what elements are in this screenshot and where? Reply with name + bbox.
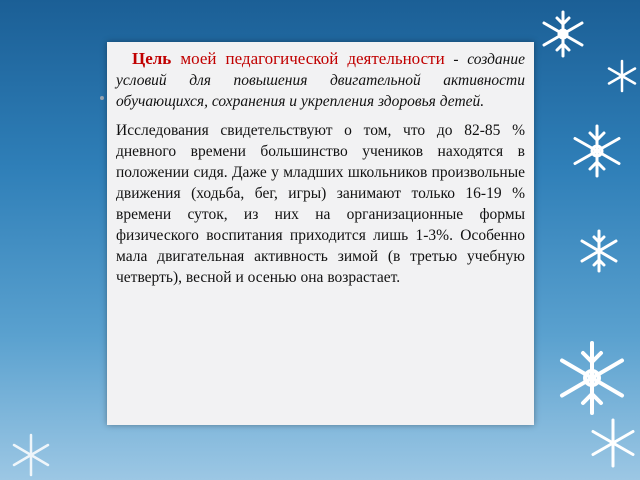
goal-paragraph	[116, 48, 525, 112]
snowflake-icon	[586, 416, 640, 470]
card-text	[116, 48, 525, 288]
snowflake-icon	[576, 228, 622, 274]
goal-heading-word: Цель	[132, 49, 172, 68]
bullet-marker	[100, 96, 104, 100]
research-paragraph: Исследования свидетельствуют о том, что до 82-85 % дневного времени большинство учеников находятся в положении сидя. Даже у младших школьников произвольные движения (ходьба, бег, игры) занимают только 16-19 % времени суток, из них на организационные формы физического воспитания приходится лишь 1-3%. Особенно мала двигательная активность зимой (в третью учебную четверть), весной и осенью она возрастает.	[116, 122, 525, 286]
goal-heading-rest: моей педагогической деятельности	[171, 49, 445, 68]
snowflake-icon	[552, 338, 632, 418]
snowflake-icon	[604, 58, 640, 94]
goal-definition: создание условий для повышения двигательной активности обучающихся, сохранения и укрепления здоровья детей.	[116, 51, 526, 110]
snowflake-icon	[568, 122, 626, 180]
content-card	[107, 42, 534, 425]
goal-dash: -	[444, 51, 459, 68]
snowflake-icon	[8, 432, 54, 478]
snowflake-icon	[537, 8, 589, 60]
